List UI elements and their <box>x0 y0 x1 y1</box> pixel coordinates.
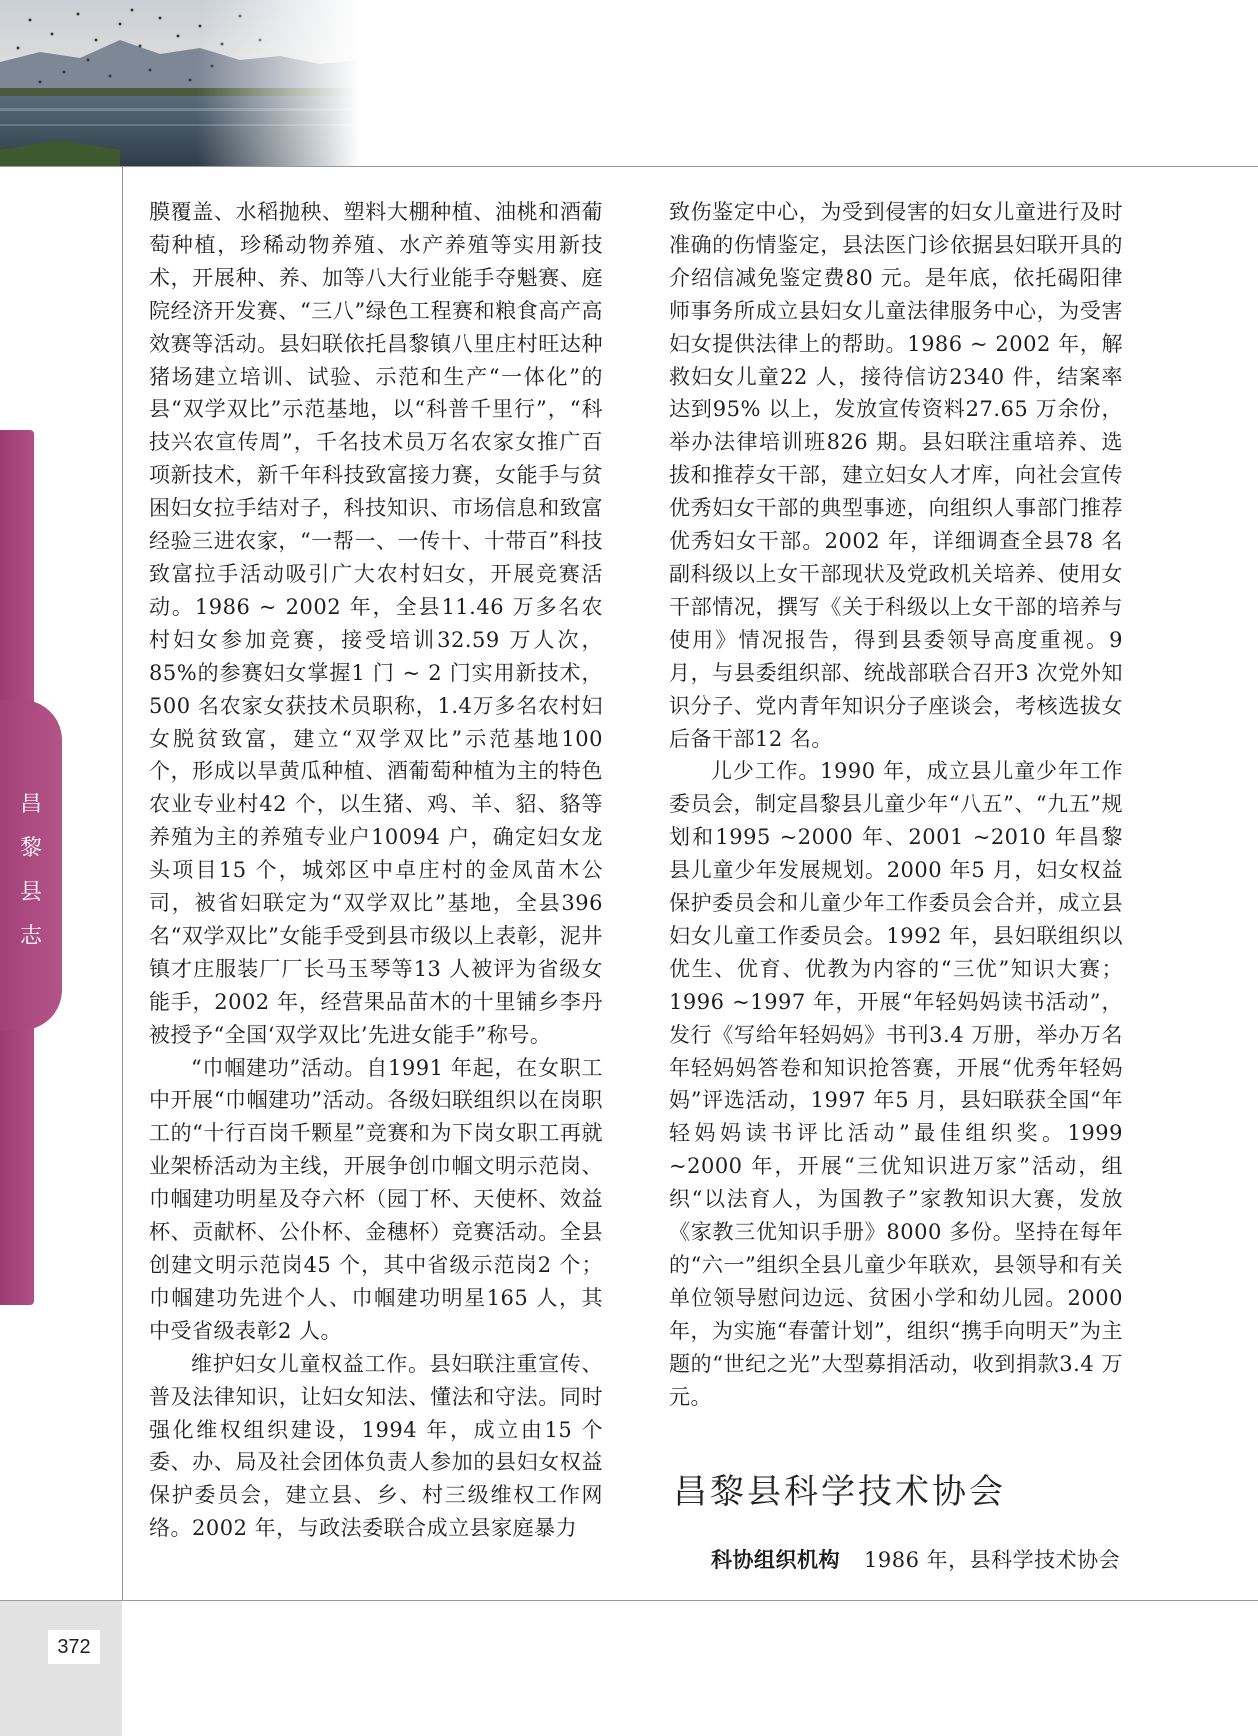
side-tab-label <box>0 783 62 959</box>
paragraph-children: 儿少工作。1990 年，成立县儿童少年工作委员会，制定昌黎县儿童少年“八五”、“九五”规划和1995 ~2000 年、2001 ~2010 年昌黎县儿童少年发展规划。2000 年5 月，妇女权益保护委员会和儿童少年工作委员会合并，成立县妇女儿童工作委员会。1992 年，县妇联组织以优生、优育、优教为内容的“三优”知识大赛；1996 ~1997 年，开展“年轻妈妈读书活动”，发行《写给年轻妈妈》书刊3.4 万册，举办万名年轻妈妈答卷和知识抢答赛，开展“优秀年轻妈妈”评选活动，1997 年5 月，县妇联获全国“年轻妈妈读书评比活动”最佳组织奖。1999 ~2000 年，开展“三优知识进万家”活动，组织“以法育人，为国教子”家教知识大赛，发放《家教三优知识手册》8000 多份。坚持在每年的“六一”组织全县儿童少年联欢，县领导和有关单位领导慰问边远、贫困小学和幼儿园。2000 年，为实施“春蕾计划”，组织“携手向明天”为主题的“世纪之光”大型募捐活动，收到捐款3.4 万元。 <box>669 759 1123 1409</box>
lead-label: 科协组织机构 <box>711 1547 840 1572</box>
left-column <box>149 196 603 1545</box>
side-char: 昌 <box>19 792 42 817</box>
paragraph-rights-continued: 致伤鉴定中心，为受到侵害的妇女儿童进行及时准确的伤情鉴定，县法医门诊依据县妇联开具的介绍信减免鉴定费80 元。是年底，依托碣阳律师事务所成立县妇女儿童法律服务中心，为受害妇女提供法律上的帮助。1986 ~ 2002 年，解救妇女儿童22 人，接待信访2340 件，结案率达到95% 以上，发放宣传资料27.65 万余份，举办法律培训班826 期。县妇联注重培养、选拔和推荐女干部，建立妇女人才库，向社会宣传优秀妇女干部的典型事迹，向组织人事部门推荐优秀妇女干部。2002 年，详细调查全县78 名副科级以上女干部现状及党政机关培养、使用女干部情况，撰写《关于科级以上女干部的培养与使用》情况报告，得到县委领导高度重视。9 月，与县委组织部、统战部联合召开3 次党外知识分子、党内青年知识分子座谈会，考核选拔女后备干部12 名。 <box>669 200 1123 751</box>
paragraph-jinguo: “巾帼建功”活动。自1991 年起，在女职工中开展“巾帼建功”活动。各级妇联组织以在岗职工的“十行百岗千颗星”竞赛和为下岗女职工再就业架桥活动为主线，开展争创巾帼文明示范岗、巾帼建功明星及夺六杯（园丁杯、天使杯、效益杯、贡献杯、公仆杯、金穗杯）竞赛活动。全县创建文明示范岗45 个，其中省级示范岗2 个；巾帼建功先进个人、巾帼建功明星165 人，其中受省级表彰2 人。 <box>149 1055 603 1343</box>
margin-rule <box>122 166 123 1600</box>
lead-text: 1986 年，县科学技术协会 <box>864 1548 1121 1572</box>
side-char: 志 <box>19 924 42 949</box>
paragraph-continued: 膜覆盖、水稻抛秧、塑料大棚种植、油桃和酒葡萄种植，珍稀动物养殖、水产养殖等实用新技术，开展种、养、加等八大行业能手夺魁赛、庭院经济开发赛、“三八”绿色工程赛和粮食高产高效赛等活动。县妇联依托昌黎镇八里庄村旺达种猪场建立培训、试验、示范和生产“一体化”的县“双学双比”示范基地，以“科普千里行”，“科技兴农宣传周”，千名技术员万名农家女推广百项新技术，新千年科技致富接力赛，女能手与贫困妇女拉手结对子，科技知识、市场信息和致富经验三进农家，“一帮一、一传十、十带百”科技致富拉手活动吸引广大农村妇女，开展竞赛活动。1986 ~ 2002 年，全县11.46 万多名农村妇女参加竞赛，接受培训32.59 万人次，85%的参赛妇女掌握1 门 ~ 2 门实用新技术，500 名农家女获技术员职称，1.4万多名农村妇女脱贫致富，建立“双学双比”示范基地100 个，形成以旱黄瓜种植、酒葡萄种植为主的特色农业专业村42 个，以生猪、鸡、羊、貂、貉等养殖为主的养殖专业户10094 户，确定妇女龙头项目15 个，城郊区中卓庄村的金凤苗木公司，被省妇联定为“双学双比”基地，全县396 名“双学双比”女能手受到县市级以上表彰，泥井镇才庄服装厂厂长马玉琴等13 人被评为省级女能手，2002 年，经营果品苗木的十里铺乡李丹被授予“全国‘双学双比’先进女能手”称号。 <box>149 200 603 1047</box>
header-landscape-photo <box>0 0 360 166</box>
footer-rule <box>0 1600 1258 1601</box>
footer-corner <box>0 1601 122 1736</box>
paragraph-rights: 维护妇女儿童权益工作。县妇联注重宣传、普及法律知识，让妇女知法、懂法和守法。同时强化维权组织建设，1994 年，成立由15 个委、办、局及社会团体负责人参加的县妇女权益保护委员会，建立县、乡、村三级维权工作网络。2002 年，与政法委联合成立县家庭暴力 <box>149 1351 603 1541</box>
right-column <box>669 196 1123 1414</box>
header-rule <box>0 166 1258 167</box>
lake-birds-image <box>0 0 360 166</box>
page-number: 372 <box>48 1630 100 1664</box>
side-char: 黎 <box>19 836 42 861</box>
side-char: 县 <box>19 880 42 905</box>
section-heading: 昌黎县科学技术协会 <box>673 1472 1006 1512</box>
section-lead <box>669 1544 1123 1576</box>
